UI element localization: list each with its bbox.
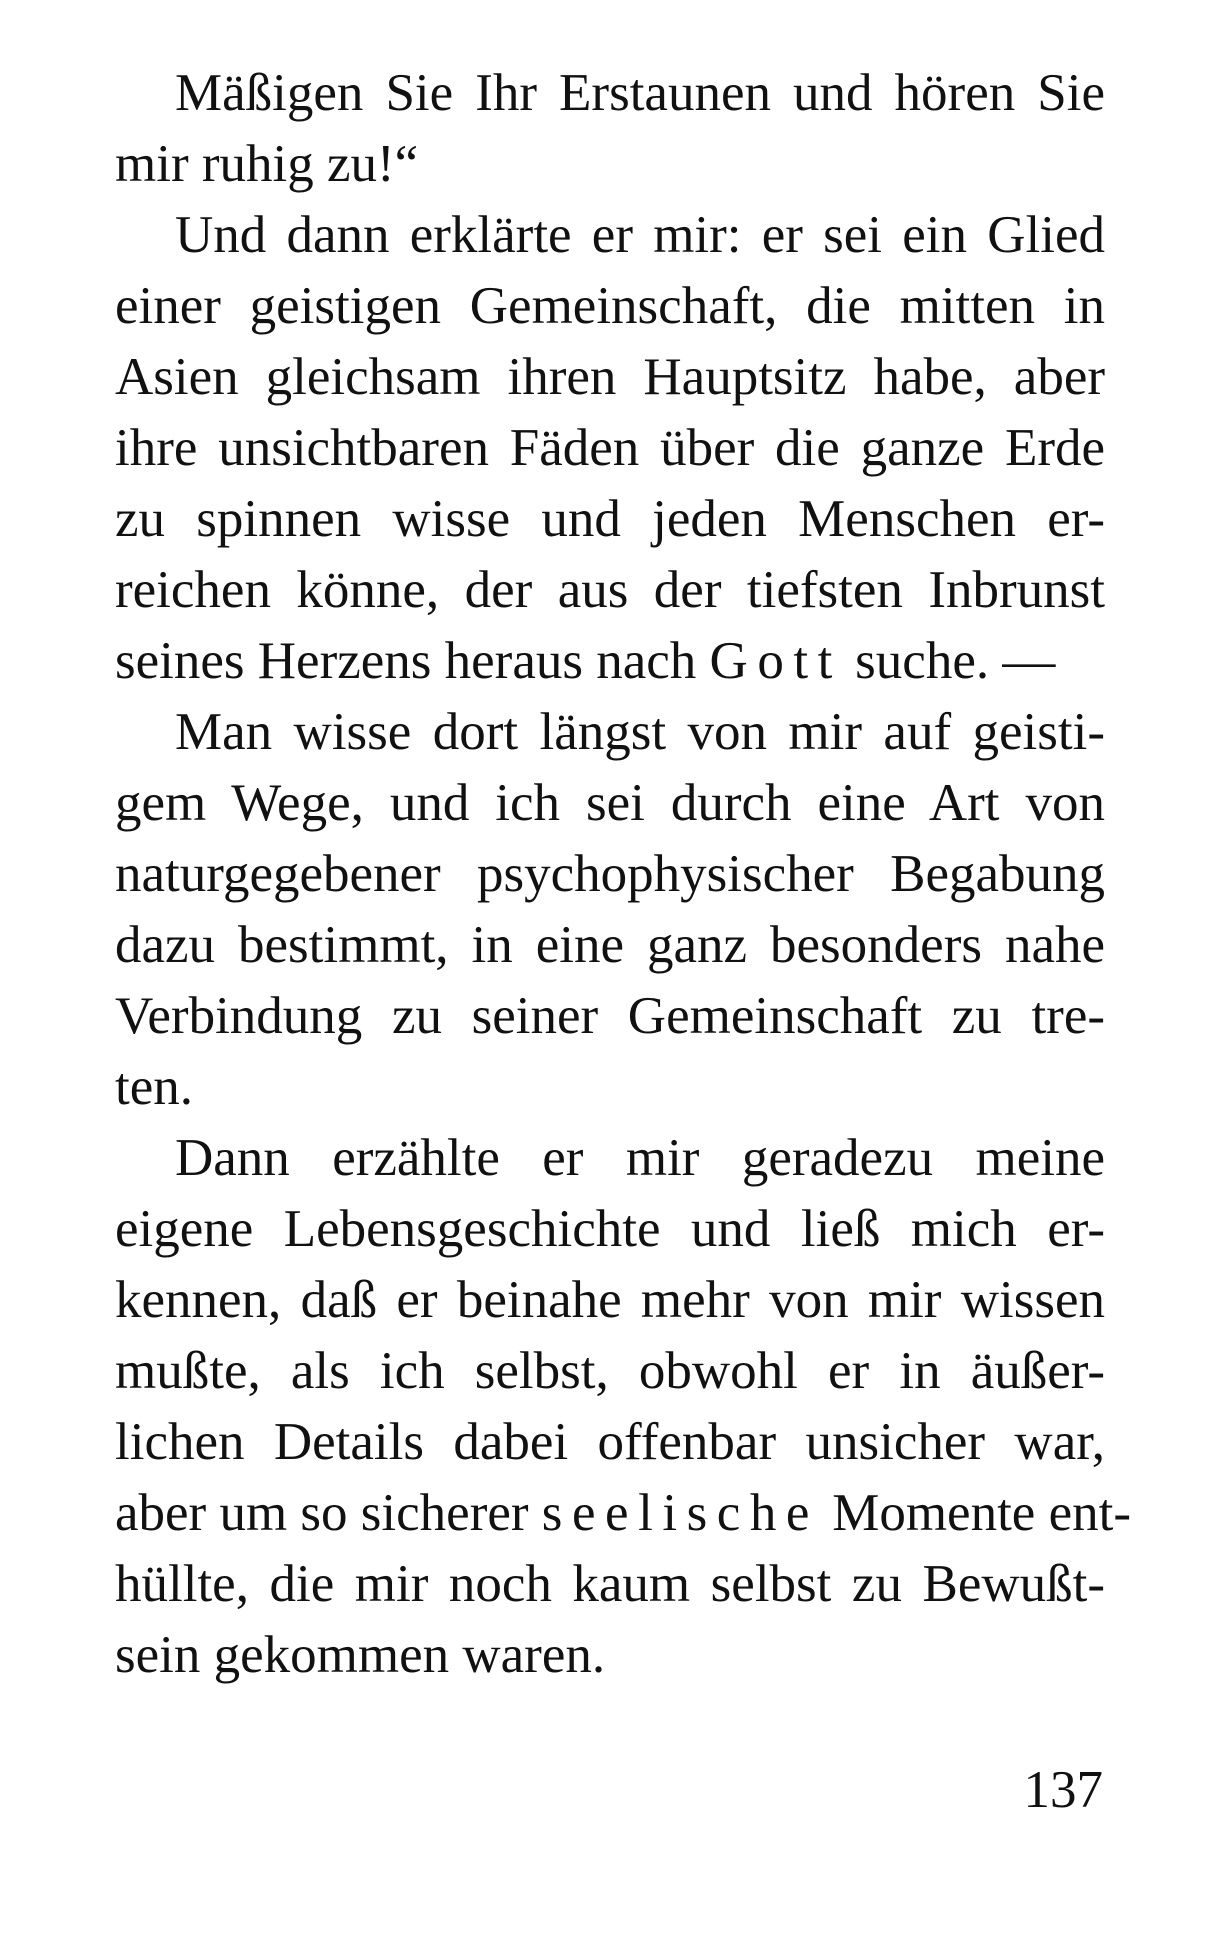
text-line: Asien gleichsam ihren Hauptsitz habe, aber (115, 348, 1105, 406)
text-line: eigene Lebensgeschichte und ließ mich er- (115, 1200, 1105, 1258)
text-line: mir ruhig zu!“ (115, 135, 419, 193)
text-line: reichen könne, der aus der tiefsten Inbrunst (115, 561, 1105, 619)
text-line: sein gekommen waren. (115, 1626, 606, 1684)
text-line: kennen, daß er beinahe mehr von mir wissen (115, 1271, 1105, 1329)
text-line: Dann erzählte er mir geradezu meine (175, 1129, 1105, 1187)
text-line: Man wisse dort längst von mir auf geisti- (175, 703, 1105, 761)
text-segment: Momente ent- (818, 1484, 1131, 1542)
text-segment: seines Herzens heraus nach (115, 632, 710, 690)
text-line: naturgegebener psychophysischer Begabung (115, 845, 1105, 903)
text-line: einer geistigen Gemeinschaft, die mitten in (115, 277, 1105, 335)
page-number: 137 (1023, 1761, 1103, 1819)
text-line (115, 626, 1105, 697)
text-line: ihre unsichtbaren Fäden über die ganze Erde (115, 419, 1105, 477)
text-segment: suche. — (841, 632, 1056, 690)
emphasized-word: seelische (541, 1484, 819, 1542)
text-line: Und dann erklärte er mir: er sei ein Glied (175, 206, 1105, 264)
text-line: lichen Details dabei offenbar unsicher war, (115, 1413, 1105, 1471)
text-line: gem Wege, und ich sei durch eine Art von (115, 774, 1105, 832)
text-line: hüllte, die mir noch kaum selbst zu Bewußt- (115, 1555, 1105, 1613)
text-line: Mäßigen Sie Ihr Erstaunen und hören Sie (175, 64, 1105, 122)
text-segment: aber um so sicherer (115, 1484, 542, 1542)
text-line (115, 1478, 1131, 1549)
text-line: dazu bestimmt, in eine ganz besonders nahe (115, 916, 1105, 974)
emphasized-word: Gott (709, 632, 842, 690)
text-line: ten. (115, 1058, 193, 1116)
text-line: zu spinnen wisse und jeden Menschen er- (115, 490, 1105, 548)
text-line: mußte, als ich selbst, obwohl er in äußer- (115, 1342, 1105, 1400)
text-line: Verbindung zu seiner Gemeinschaft zu tre- (115, 987, 1105, 1045)
body-text (115, 58, 1131, 1691)
